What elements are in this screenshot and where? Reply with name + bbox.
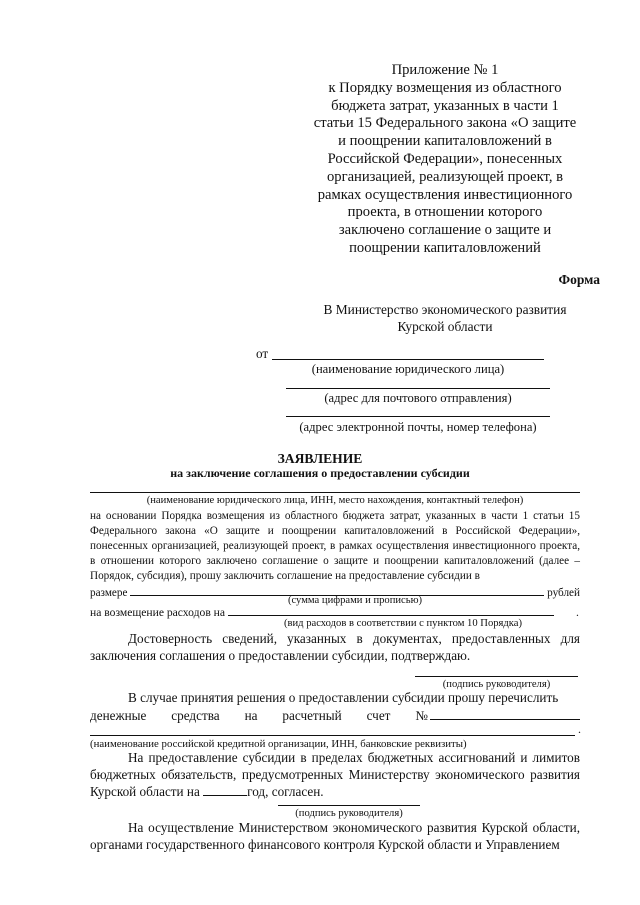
- transfer-line-1: В случае принятия решения о предоставлении субсидии прошу перечислить: [128, 690, 559, 705]
- email-phone-caption: (адрес электронной почты, номер телефона): [299, 420, 537, 434]
- addressee: [300, 302, 590, 335]
- bank-details-field[interactable]: [90, 735, 575, 736]
- control-paragraph: [90, 820, 580, 853]
- signature-field-1[interactable]: [415, 676, 578, 677]
- appendix-header: [300, 62, 590, 258]
- applicant-details-field[interactable]: [90, 492, 580, 493]
- postal-address-field[interactable]: [286, 388, 550, 389]
- signature-caption-1: (подпись руководителя): [442, 679, 551, 690]
- entity-name-caption: (наименование юридического лица): [311, 362, 505, 376]
- bank-details-caption: (наименование российской кредитной организации, ИНН, банковские реквизиты): [90, 738, 467, 750]
- consent-paragraph: [90, 750, 580, 801]
- email-phone-field[interactable]: [286, 416, 550, 417]
- consent-text-part1: На предоставление субсидии в пределах бюджетных ассигнований и лимитов бюджетных обязательств, предусмотренных Министерству экономического развития Курской области на: [90, 750, 580, 799]
- transfer-word: счет: [366, 707, 391, 723]
- reliability-paragraph: [90, 631, 580, 664]
- appendix-line: организацией, реализующей проект, в: [326, 168, 564, 185]
- expense-dot: .: [576, 606, 579, 619]
- expense-caption: (вид расходов в соответствии с пунктом 10 Порядка): [283, 618, 523, 629]
- transfer-line-2: [90, 707, 580, 725]
- account-number-field[interactable]: [430, 707, 580, 720]
- consent-text: [90, 750, 580, 801]
- bank-dot: .: [578, 722, 581, 736]
- main-paragraph-text: на основании Порядка возмещения из областного бюджета затрат, указанных в части 1 статьи 15 Федерального закона «О защите и поощрении капиталовложений в Российской Федерации», понесенных организацией, реализующей проект, в рамках осуществления инвестиционного проекта, в отношении которого заключено соглашение о защите и поощрении капиталовложений (далее – Порядок, субсидия), прошу заключить соглашение на предоставление субсидии в: [90, 510, 580, 582]
- amount-suffix: рублей: [547, 586, 580, 599]
- transfer-word: расчетный: [282, 707, 342, 723]
- amount-caption: (сумма цифрами и прописью): [287, 595, 423, 606]
- document-title: ЗАЯВЛЕНИЕ: [277, 451, 363, 466]
- addressee-line: Курской области: [397, 318, 493, 334]
- signature-field-2[interactable]: [278, 805, 420, 806]
- entity-name-field[interactable]: [272, 359, 544, 360]
- account-number-sign: №: [415, 707, 428, 723]
- appendix-line: рамках осуществления инвестиционного: [317, 186, 573, 203]
- expense-prefix: на возмещение расходов на: [90, 606, 226, 619]
- appendix-line: статьи 15 Федерального закона «О защите: [313, 115, 577, 132]
- budget-year-field[interactable]: [203, 783, 247, 796]
- main-paragraph: [90, 509, 580, 600]
- control-text: На осуществление Министерством экономического развития Курской области, органами государственного финансового контроля Курской области и Управлением: [90, 820, 580, 852]
- postal-address-caption: (адрес для почтового отправления): [324, 391, 512, 405]
- appendix-line: заключено соглашение о защите и: [338, 222, 552, 239]
- appendix-line: бюджета затрат, указанных в части 1: [331, 97, 559, 114]
- appendix-line: Приложение № 1: [391, 62, 499, 78]
- account-number-group: [415, 707, 580, 725]
- appendix-line: и поощрении капиталовложений в: [338, 133, 552, 150]
- amount-field[interactable]: [130, 584, 544, 596]
- transfer-paragraph: [90, 690, 580, 724]
- reliability-text: Достоверность сведений, указанных в документах, предоставленных для заключения соглашения о предоставлении субсидии, подтверждаю.: [90, 631, 580, 663]
- form-label: Форма: [558, 272, 600, 287]
- transfer-word: средства: [171, 707, 220, 723]
- document-subtitle: на заключение соглашения о предоставлении субсидии: [170, 466, 470, 480]
- expense-field[interactable]: [228, 604, 554, 616]
- from-label: от: [256, 346, 269, 361]
- appendix-line: Российской Федерации», понесенных: [327, 150, 563, 167]
- transfer-word: на: [244, 707, 258, 723]
- consent-text-part2: год, согласен.: [247, 784, 324, 799]
- appendix-line: проекта, в отношении которого: [347, 204, 543, 221]
- signature-caption-2: (подпись руководителя): [295, 808, 403, 819]
- applicant-details-caption: (наименование юридического лица, ИНН, место нахождения, контактный телефон): [146, 495, 524, 506]
- appendix-line: поощрении капиталовложений: [349, 239, 541, 256]
- expense-line: [90, 604, 580, 619]
- appendix-line: к Порядку возмещения из областного: [328, 79, 562, 96]
- amount-prefix: размере: [90, 586, 128, 599]
- transfer-word: денежные: [90, 707, 147, 723]
- addressee-line: В Министерство экономического развития: [323, 302, 567, 317]
